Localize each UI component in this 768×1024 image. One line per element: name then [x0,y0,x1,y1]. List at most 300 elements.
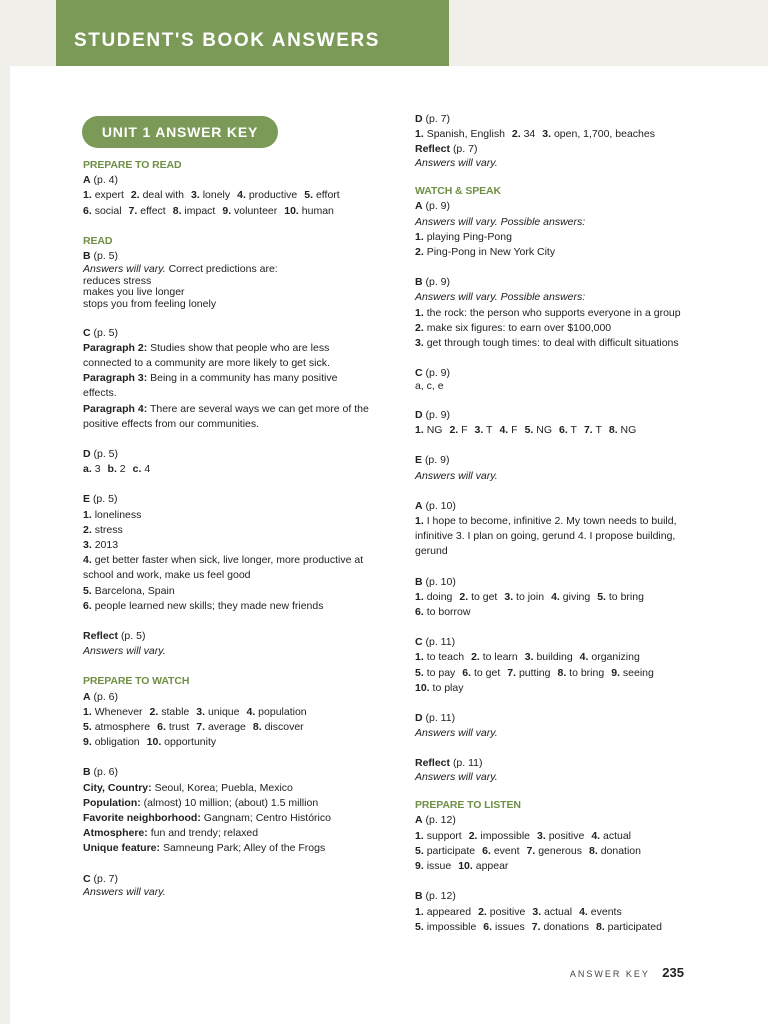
answer-text: positive [489,905,526,918]
answer-text: positive [548,829,585,842]
exercise-label: B [83,250,91,263]
answer-text: to borrow [426,606,471,619]
answer-item [415,921,476,933]
answer-number: 9. [83,736,92,749]
answer-text: a, c, e [415,380,444,393]
unit-title-badge: UNIT 1 ANSWER KEY [82,116,278,148]
answer-number: 7. [526,844,536,857]
answer-number: 1. [83,189,92,202]
answer-number: 3. [191,189,200,202]
exercise-header [415,142,715,157]
page-number: 235 [662,965,684,980]
answer-line [83,204,393,219]
answer-text: Gangnam; Centro Histórico [203,812,331,825]
answer-number: 2. [149,705,159,718]
answer-text: 2013 [94,539,119,552]
exercise-header [83,765,393,780]
answer-item [173,205,216,217]
answer-text: Studies show that people who are less [150,341,330,354]
answer-line [415,158,715,170]
answer-text: obligation [94,736,140,749]
exercise-label: A [83,690,91,703]
answer-number: 6. [157,721,166,734]
answer-item [415,322,611,334]
exercise-header [83,447,393,462]
answer-item [191,189,230,201]
answer-item [83,342,329,354]
answer-text: issue [426,860,452,873]
answer-number: 10. [146,736,162,749]
page-footer [570,964,684,982]
answer-text: to get [471,590,498,603]
answer-number: 2. [468,829,478,842]
exercise-header [415,112,715,127]
answer-item [83,797,318,809]
answer-number: Population: [83,796,141,809]
exercise-page-ref: (p. 7) [425,113,451,125]
answer-number: 4. [591,829,601,842]
answer-text: to bring [608,590,644,603]
answer-text: positive effects from our communities. [83,417,260,430]
answer-note: Answers will vary. [83,645,166,658]
answer-text: putting [518,666,551,679]
answer-item [196,721,246,733]
answer-line [415,859,715,874]
answer-text: to learn [482,651,518,664]
answer-line [415,336,715,351]
exercise-label: D [415,712,423,725]
exercise-page-ref: (p. 7) [93,872,119,885]
answer-text: T [570,424,577,437]
answer-number: 4. [499,424,509,437]
answer-item [609,424,636,436]
answer-text: to get [473,666,501,679]
answer-number: 3. [524,651,534,664]
answer-text: Being in a community has many positive [150,372,338,385]
answer-text: people learned new skills; they made new friends [94,599,324,612]
answer-line [415,666,715,681]
exercise-page-ref: (p. 9) [424,454,450,467]
answer-number: 6. [483,920,493,933]
answer-item [415,515,677,527]
exercise-label: C [415,367,423,380]
answer-line [83,508,393,523]
answer-item [415,667,455,679]
answer-number: 9. [222,204,232,217]
answer-line [83,781,393,796]
answer-number: 4. [551,590,560,603]
answer-number: b. [107,463,117,476]
answer-text: Correct predictions are: [165,263,278,276]
answer-text: participate [426,844,476,857]
exercise-label: D [415,113,423,125]
answer-number: 5. [415,920,424,933]
answer-text: actual [603,829,632,842]
answer-number: 10. [284,204,299,217]
answer-item [83,812,331,824]
answer-item [83,275,151,287]
answer-text: seeing [622,666,654,679]
answer-item [532,921,589,933]
answer-number: Paragraph 4: [83,402,148,415]
answer-number: 8. [252,721,262,734]
answer-note: Answers will vary. [415,770,498,783]
answer-item [83,357,330,369]
exercise-label: Reflect [415,143,451,156]
answer-line [83,796,393,811]
answer-number: 8. [589,844,598,857]
exercise-header [83,629,393,644]
answer-number: 1. [83,705,92,718]
exercise-header [83,249,393,264]
answer-item [147,736,216,748]
answer-text: appeared [426,905,472,918]
answer-number: 8. [595,920,605,933]
answer-line [83,417,393,432]
answer-text: giving [562,590,591,603]
answer-item [597,591,644,603]
answer-number: 3. [504,590,514,603]
answer-text: effects. [83,387,117,400]
answer-line [415,230,715,245]
footer-label: ANSWER KEY [569,969,650,979]
exercise-page-ref: (p. 11) [425,712,456,725]
answer-text: There are several ways we can get more of the [149,402,369,415]
answer-line [415,215,715,230]
answer-item [253,721,304,733]
answer-item [83,205,122,217]
answer-text: F [511,424,518,437]
exercise-block [415,813,715,874]
answer-line [83,841,393,856]
answer-item [83,387,117,399]
answer-item [415,337,679,349]
answer-text: NG [426,424,443,437]
exercise-header [415,711,715,726]
answer-number: 6. [83,599,92,612]
exercise-block [415,275,715,351]
answer-item [551,591,590,603]
answer-number: 3. [83,539,92,552]
exercise-page-ref: (p. 10) [425,575,456,588]
header-banner [56,0,449,66]
answer-item [611,667,654,679]
exercise-header [83,492,393,507]
answer-text: actual [544,905,573,918]
answer-number: 2. [130,189,140,202]
answer-item [415,307,681,319]
answer-text: loneliness [94,508,142,521]
answer-item [459,591,497,603]
answer-text: organizing [591,651,640,664]
answer-number: 5. [83,721,92,734]
answer-item [83,403,369,415]
exercise-header [415,199,715,214]
answer-text: NG [620,424,637,437]
exercise-block [415,575,715,621]
answer-number: 2. [471,651,480,664]
answer-text: deal with [142,189,185,202]
exercise-header [83,872,393,887]
answer-number: 7. [196,721,206,734]
answer-line [83,341,393,356]
answer-number: 3. [415,337,424,350]
answer-number: 3. [474,424,484,437]
answer-number: 1. [415,128,424,141]
answer-item [580,651,640,663]
exercise-page-ref: (p. 9) [425,367,451,380]
answer-line [83,720,393,735]
answer-text: to teach [426,651,465,664]
answer-text: to bring [569,666,605,679]
exercise-header [415,408,715,423]
answer-text: impact [184,204,216,217]
answer-number: 4. [237,189,246,202]
answer-text: Ping-Pong in New York City [426,246,556,259]
answer-item [415,845,475,857]
answer-number: 1. [415,590,424,603]
exercise-page-ref: (p. 9) [425,200,451,213]
answer-item [512,128,535,140]
answer-text: generous [538,844,582,857]
exercise-block [83,690,393,751]
exercise-block [415,142,715,169]
exercise-header [83,326,393,341]
exercise-block [415,199,715,260]
answer-item [83,600,323,612]
answer-item [284,205,334,217]
answer-item [83,189,124,201]
answer-item [478,906,525,918]
answer-number: 4. [579,905,588,918]
section-heading: PREPARE TO WATCH [83,675,190,688]
answer-text: I hope to become, infinitive 2. My town needs to build, [426,515,677,528]
page-title: STUDENT'S BOOK ANSWERS [74,30,381,51]
answer-number: 3. [542,128,552,141]
answer-text: effort [315,189,340,202]
answer-text: opportunity [164,736,217,749]
exercise-block [83,326,393,432]
answer-text: make six figures: to earn over $100,000 [426,321,612,334]
exercise-page-ref: (p. 5) [120,630,146,643]
exercise-header [83,173,393,188]
answer-text: playing Ping-Pong [426,230,512,243]
answer-number: 2. [415,321,424,334]
answer-text: events [590,905,622,918]
answer-item [83,509,141,521]
answer-number: 7. [128,204,138,217]
answer-text: effect [140,204,166,217]
answer-item [525,651,573,663]
answer-number: 4. [83,554,92,567]
exercise-block [83,629,393,659]
answer-note: Answers will vary. [83,885,166,898]
answer-item [542,128,655,140]
answer-item [557,667,604,679]
exercise-page-ref: (p. 11) [452,757,483,770]
answer-line [415,306,715,321]
answer-line [83,538,393,553]
exercise-label: C [415,636,423,649]
answer-item [157,721,189,733]
answer-line [415,514,715,529]
exercise-header [83,690,393,705]
answer-text: NG [536,424,553,437]
answer-item [415,830,462,842]
answer-line [415,844,715,859]
answer-line [415,290,715,305]
answer-line [415,605,715,620]
exercise-label: D [415,409,423,422]
answer-line [415,381,715,393]
answer-number: 10. [415,681,430,694]
answer-item [415,231,512,243]
exercise-label: Reflect [83,630,119,643]
answer-line [415,726,715,741]
answer-number: 3. [532,905,542,918]
answer-item [415,530,675,542]
answer-text: human [301,204,334,217]
answer-note: Answers will vary. Possible answers: [415,215,586,228]
answer-number: 1. [415,230,424,243]
answer-number: 4. [246,705,256,718]
answer-number: 1. [415,829,424,842]
answer-text: the rock: the person who supports everyone in a group [426,306,681,319]
answer-item [579,906,622,918]
answer-item [469,830,530,842]
answer-line [415,469,715,484]
answer-number: Unique feature: [83,842,161,855]
exercise-page-ref: (p. 9) [425,409,451,422]
exercise-page-ref: (p. 5) [93,250,119,263]
answer-item [83,736,140,748]
exercise-page-ref: (p. 6) [93,766,119,779]
answer-item [584,424,602,436]
answer-number: 9. [415,860,424,873]
answer-line [83,188,393,203]
answer-item [532,906,572,918]
section-heading: PREPARE TO LISTEN [415,799,521,812]
answer-number: 6. [559,424,568,437]
answer-number: 2. [511,128,521,141]
answer-number: 6. [83,204,92,217]
answer-number: 2. [478,905,487,918]
answer-text: Spanish, English [426,128,505,141]
answer-item [83,569,251,581]
answer-text: Seoul, Korea; Puebla, Mexico [154,781,293,794]
exercise-block [415,112,715,142]
answer-text: fun and trendy; relaxed [150,827,259,840]
exercise-label: E [83,493,91,506]
answer-text: stable [161,705,190,718]
answer-text: Whenever [94,705,143,718]
answer-text: lonely [202,189,231,202]
answer-number: 1. [83,508,92,521]
answer-item [129,205,166,217]
answer-item [504,591,544,603]
answer-line [83,811,393,826]
answer-number: 2. [415,246,424,259]
answer-text: volunteer [234,204,278,217]
section-heading: PREPARE TO READ [83,159,182,171]
answer-item [471,651,518,663]
answer-item [196,706,239,718]
answer-number: 7. [507,666,517,679]
exercise-block [83,872,393,899]
answer-item [458,860,508,872]
exercise-header [415,756,715,771]
answer-line [83,371,393,386]
answer-line [415,590,715,605]
section-heading: READ [83,234,113,247]
answer-text: infinitive 3. I plan on going, gerund 4. I propose building, [415,530,676,543]
answer-line [83,705,393,720]
answer-item [415,545,448,557]
exercise-page-ref: (p. 7) [452,143,478,156]
answer-number: 5. [415,666,424,679]
exercise-label: A [415,814,423,827]
exercise-label: A [415,200,423,213]
exercise-page-ref: (p. 5) [93,448,119,461]
answer-number: 7. [583,424,593,437]
answer-note: Answers will vary. [415,156,498,169]
answer-item [415,380,444,392]
exercise-header [415,635,715,650]
answer-number: 6. [462,666,472,679]
answer-item [83,539,118,551]
answer-line [83,299,393,311]
answer-item [482,845,519,857]
answer-line [83,568,393,583]
exercise-block [415,635,715,696]
answer-line [83,826,393,841]
answer-text: doing [426,590,453,603]
exercise-page-ref: (p. 10) [425,499,456,512]
exercise-header [415,889,715,904]
answer-column-right [415,112,715,935]
answer-item [83,827,258,839]
answer-line [415,245,715,260]
answer-text: 4 [144,463,151,476]
exercise-page-ref: (p. 12) [425,814,456,827]
answer-item [559,424,577,436]
answer-item [83,706,143,718]
answer-text: social [94,204,122,217]
answer-item [537,830,584,842]
answer-text: Barcelona, Spain [94,584,175,597]
answer-line [83,553,393,568]
answer-text: impossible [426,920,477,933]
answer-column-left [83,158,393,898]
exercise-page-ref: (p. 5) [93,326,119,339]
answer-text: event [493,844,520,857]
answer-text: makes you live longer [83,286,185,299]
answer-item [415,591,452,603]
exercise-label: E [415,454,423,467]
answer-number: 1. [415,515,424,528]
answer-line [83,735,393,750]
exercise-block [415,756,715,783]
answer-line [83,523,393,538]
answer-number: 9. [611,666,620,679]
answer-item [131,189,184,201]
answer-note: Answers will vary. [83,263,166,276]
answer-item [133,463,151,475]
answer-number: 1. [415,306,424,319]
exercise-page-ref: (p. 6) [93,690,119,703]
answer-number: 2. [83,523,92,536]
answer-item [83,782,293,794]
